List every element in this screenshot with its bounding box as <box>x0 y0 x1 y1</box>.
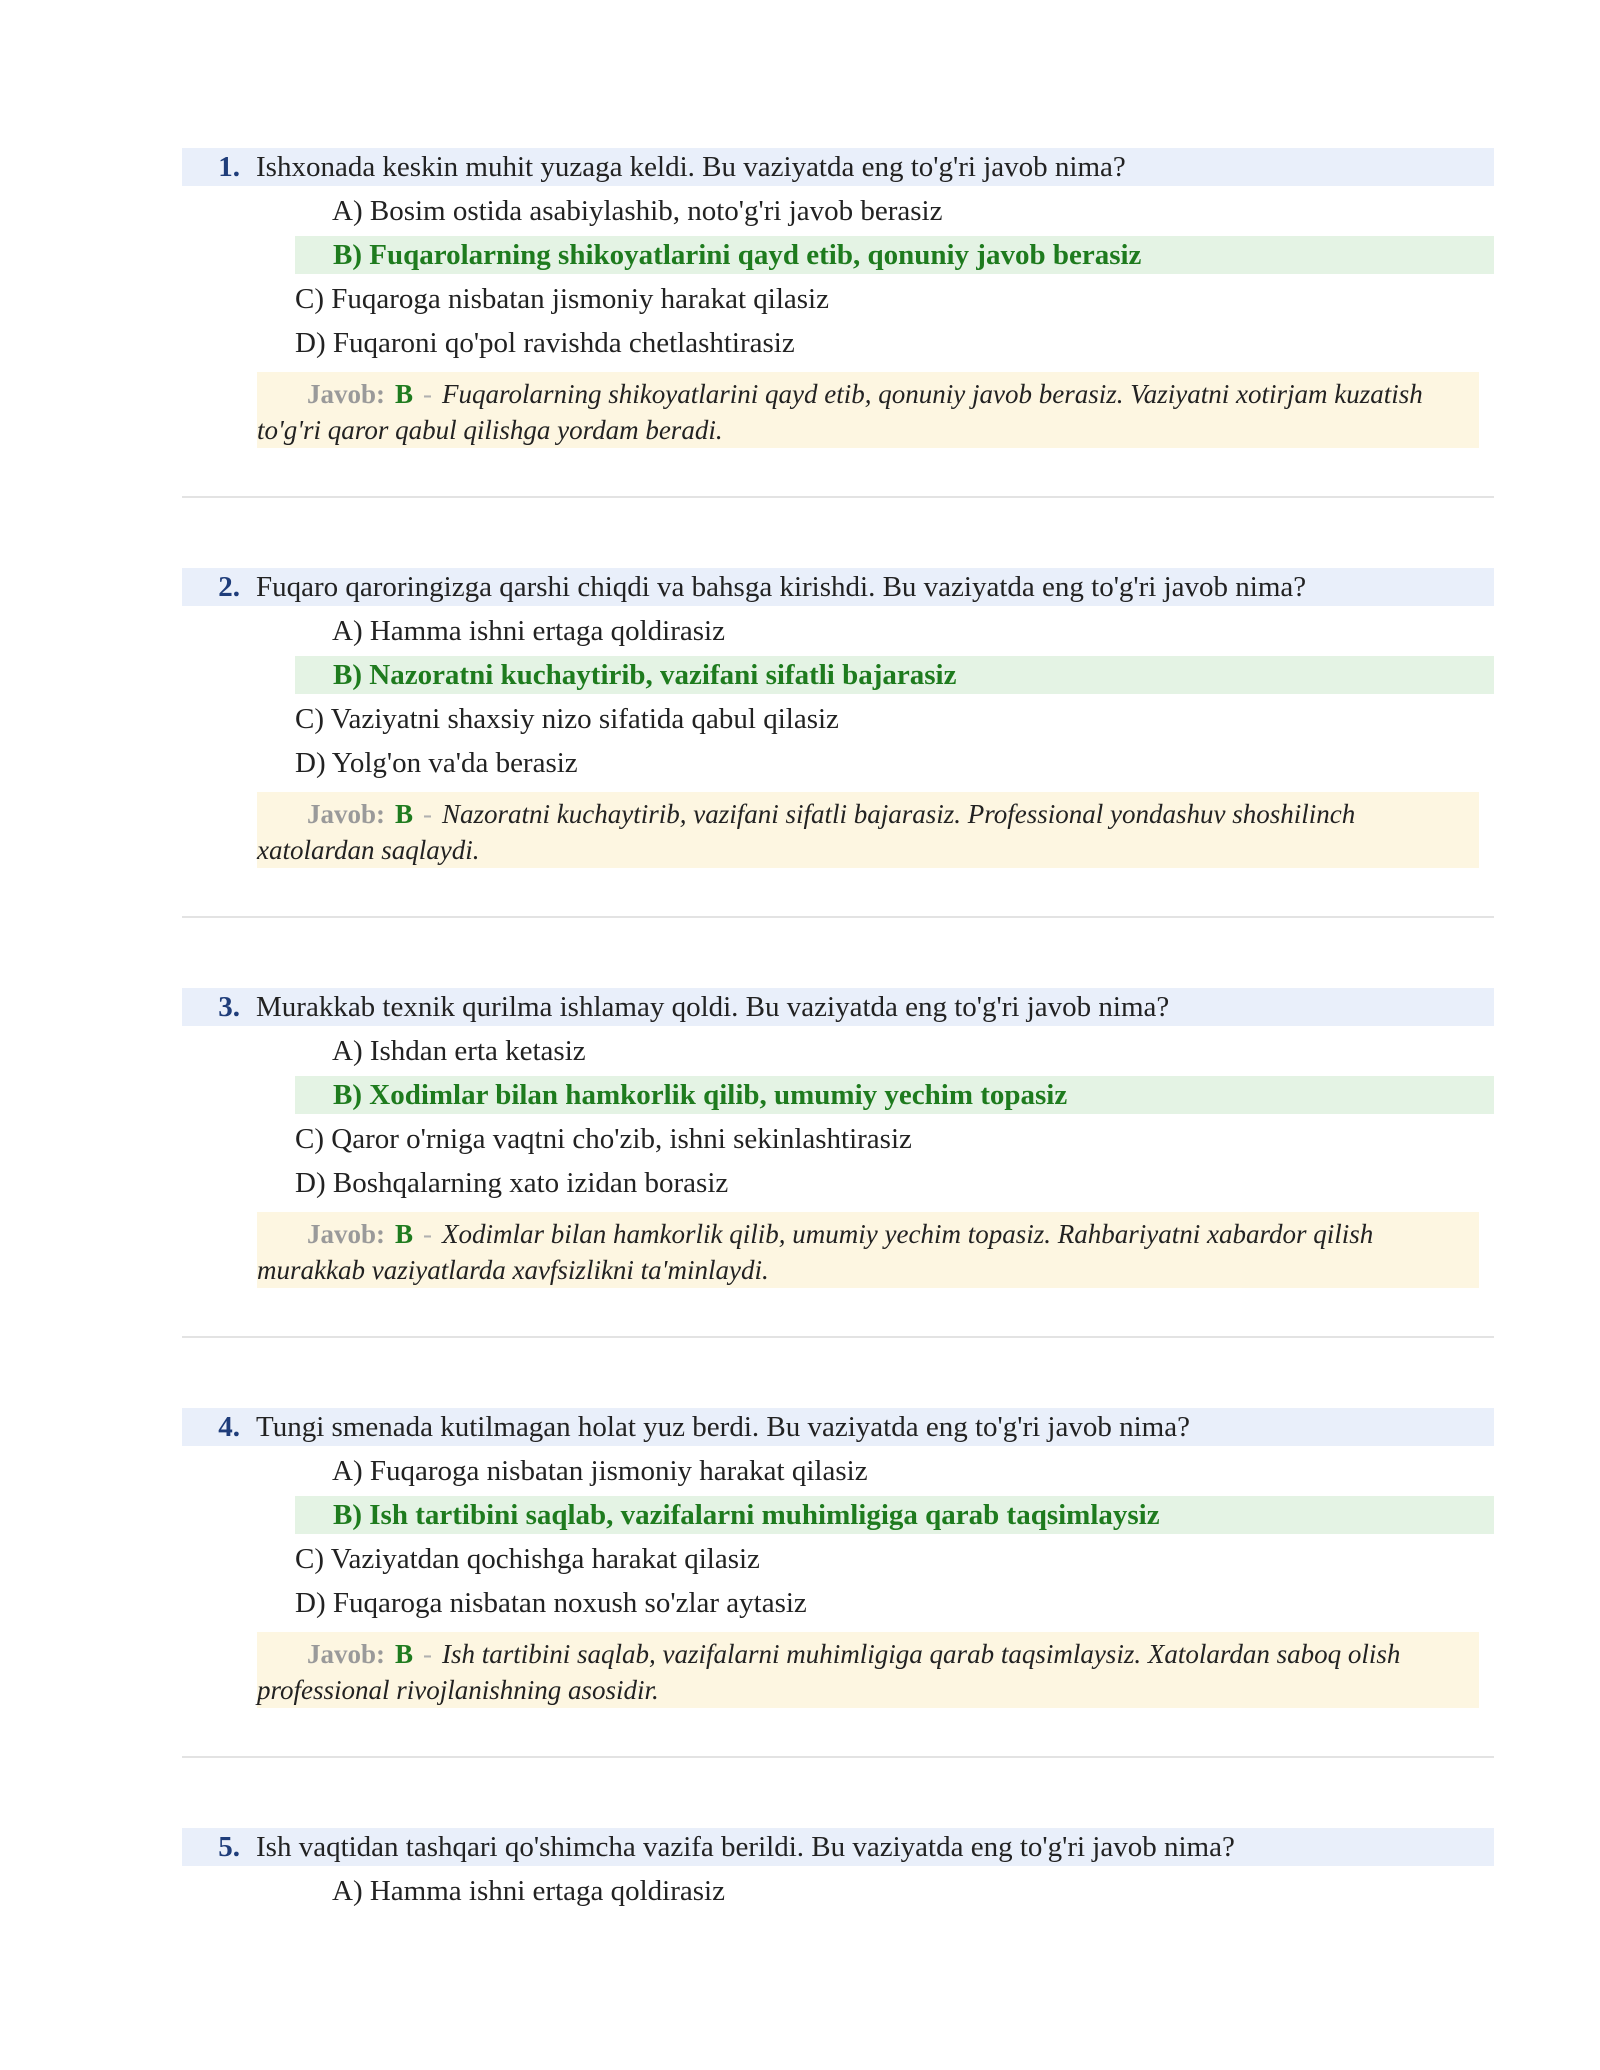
option-b-correct: B) Ish tartibini saqlab, vazifalarni muhimligiga qarab taqsimlaysiz <box>295 1496 1494 1534</box>
question-text: Fuqaro qaroringizga qarshi chiqdi va bahsga kirishdi. Bu vaziyatda eng to'g'ri javob nima? <box>256 570 1307 603</box>
answer-explanation: Xodimlar bilan hamkorlik qilib, umumiy yechim topasiz. Rahbariyatni xabardor qilish murakkab vaziyatlarda xavfsizlikni ta'minlaydi. <box>257 1219 1374 1285</box>
question-header <box>182 148 1494 186</box>
question-number: 3. <box>218 990 240 1023</box>
option-a: A) Hamma ishni ertaga qoldirasiz <box>332 615 725 647</box>
question-number: 5. <box>218 1830 240 1863</box>
option-d: D) Boshqalarning xato izidan borasiz <box>295 1167 729 1199</box>
question-number: 4. <box>218 1410 240 1443</box>
question-number: 2. <box>218 570 240 603</box>
option-a: A) Fuqaroga nisbatan jismoniy harakat qilasiz <box>332 1455 868 1487</box>
quiz-page <box>182 0 1494 2070</box>
question-text: Murakkab texnik qurilma ishlamay qoldi. Bu vaziyatda eng to'g'ri javob nima? <box>256 990 1170 1023</box>
option-a: A) Hamma ishni ertaga qoldirasiz <box>332 1875 725 1907</box>
question-text: Tungi smenada kutilmagan holat yuz berdi. Bu vaziyatda eng to'g'ri javob nima? <box>256 1410 1190 1443</box>
answer-label: Javob: <box>307 1639 386 1669</box>
answer-letter: B <box>395 379 414 409</box>
answer-dash: - <box>423 799 433 829</box>
answer-dash: - <box>423 379 433 409</box>
option-a: A) Bosim ostida asabiylashib, noto'g'ri javob berasiz <box>332 195 943 227</box>
answer-letter: B <box>395 1639 414 1669</box>
answer-label: Javob: <box>307 799 386 829</box>
answer-letter: B <box>395 1219 414 1249</box>
answer-dash: - <box>423 1219 433 1249</box>
answer-letter: B <box>395 799 414 829</box>
question-header <box>182 1408 1494 1446</box>
option-b-correct: B) Xodimlar bilan hamkorlik qilib, umumiy yechim topasiz <box>295 1076 1494 1114</box>
answer-label: Javob: <box>307 379 386 409</box>
option-c: C) Fuqaroga nisbatan jismoniy harakat qilasiz <box>295 283 829 315</box>
option-b-correct: B) Nazoratni kuchaytirib, vazifani sifatli bajarasiz <box>295 656 1494 694</box>
question-text: Ishxonada keskin muhit yuzaga keldi. Bu vaziyatda eng to'g'ri javob nima? <box>256 150 1126 183</box>
question-block <box>182 1688 1494 2070</box>
question-header <box>182 1828 1494 1866</box>
question-block <box>182 422 1494 865</box>
question-block <box>182 0 1494 445</box>
option-a: A) Ishdan erta ketasiz <box>332 1035 586 1067</box>
question-text: Ish vaqtidan tashqari qo'shimcha vazifa berildi. Bu vaziyatda eng to'g'ri javob nima? <box>256 1830 1235 1863</box>
question-block <box>182 844 1494 1285</box>
question-number: 1. <box>218 150 240 183</box>
option-b-correct: B) Fuqarolarning shikoyatlarini qayd etib, qonuniy javob berasiz <box>295 236 1494 274</box>
option-d: D) Fuqaroni qo'pol ravishda chetlashtirasiz <box>295 327 795 359</box>
answer-label: Javob: <box>307 1219 386 1249</box>
answer-dash: - <box>423 1639 433 1669</box>
answer-explanation: Fuqarolarning shikoyatlarini qayd etib, qonuniy javob berasiz. Vaziyatni xotirjam kuzatish to'g'ri qaror qabul qilishga yordam beradi. <box>257 379 1423 445</box>
option-d: D) Fuqaroga nisbatan noxush so'zlar aytasiz <box>295 1587 807 1619</box>
answer-explanation: Ish tartibini saqlab, vazifalarni muhimligiga qarab taqsimlaysiz. Xatolardan saboq olish professional rivojlanishning asosidir. <box>257 1639 1401 1705</box>
option-c: C) Qaror o'rniga vaqtni cho'zib, ishni sekinlashtirasiz <box>295 1123 912 1155</box>
option-c: C) Vaziyatdan qochishga harakat qilasiz <box>295 1543 760 1575</box>
option-c: C) Vaziyatni shaxsiy nizo sifatida qabul qilasiz <box>295 703 839 735</box>
answer-explanation: Nazoratni kuchaytirib, vazifani sifatli bajarasiz. Professional yondashuv shoshilinch xatolardan saqlaydi. <box>257 799 1356 865</box>
question-header <box>182 568 1494 606</box>
question-block <box>182 1266 1494 1705</box>
question-header <box>182 988 1494 1026</box>
option-d: D) Yolg'on va'da berasiz <box>295 747 578 779</box>
